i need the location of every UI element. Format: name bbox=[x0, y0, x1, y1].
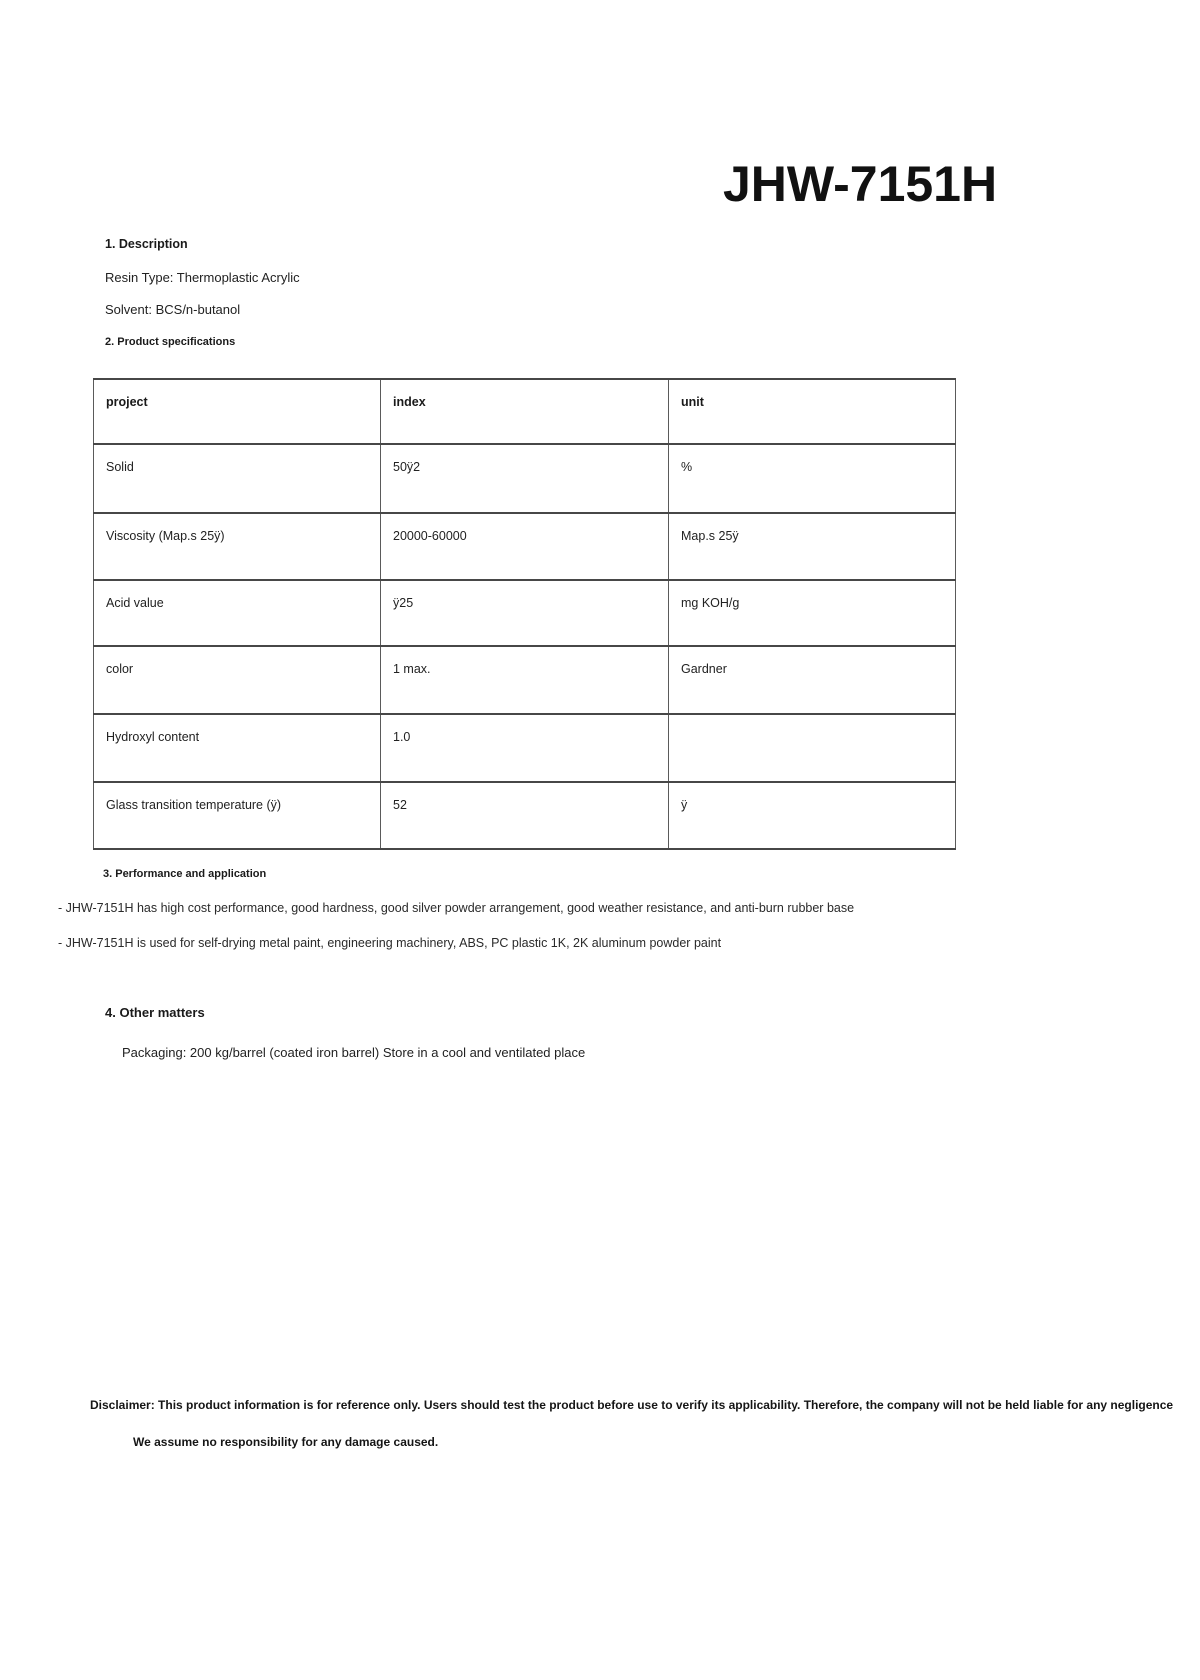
table-row bbox=[94, 646, 956, 714]
cell-project: Acid value bbox=[94, 580, 381, 646]
performance-bullet: - JHW-7151H has high cost performance, good hardness, good silver powder arrangement, good weather resistance, and anti-burn rubber base bbox=[58, 901, 855, 915]
cell-index: ÿ25 bbox=[381, 580, 669, 646]
cell-unit: Gardner bbox=[669, 646, 956, 714]
cell-project: color bbox=[94, 646, 381, 714]
table-row bbox=[94, 444, 956, 513]
disclaimer-line-2: We assume no responsibility for any damage caused. bbox=[133, 1435, 439, 1449]
header-project: project bbox=[94, 379, 381, 444]
cell-index: 50ÿ2 bbox=[381, 444, 669, 513]
table-row bbox=[94, 580, 956, 646]
table-row bbox=[94, 782, 956, 849]
cell-project: Solid bbox=[94, 444, 381, 513]
table-row bbox=[94, 714, 956, 782]
cell-unit: mg KOH/g bbox=[669, 580, 956, 646]
spec-table bbox=[93, 378, 956, 850]
header-index: index bbox=[381, 379, 669, 444]
cell-unit: Map.s 25ÿ bbox=[669, 513, 956, 580]
disclaimer-line-1: Disclaimer: This product information is for reference only. Users should test the product before use to verify its applicability. Therefore, the company will not be held liable for any negligence bbox=[90, 1398, 1174, 1412]
packaging-line: Packaging: 200 kg/barrel (coated iron barrel) Store in a cool and ventilated place bbox=[122, 1045, 586, 1060]
spec-table-header-row bbox=[94, 379, 956, 444]
table-row bbox=[94, 513, 956, 580]
cell-project: Glass transition temperature (ÿ) bbox=[94, 782, 381, 849]
resin-type-line: Resin Type: Thermoplastic Acrylic bbox=[105, 270, 300, 285]
cell-project: Viscosity (Map.s 25ÿ) bbox=[94, 513, 381, 580]
solvent-line: Solvent: BCS/n-butanol bbox=[105, 302, 241, 317]
header-unit: unit bbox=[669, 379, 956, 444]
page-title: JHW-7151H bbox=[723, 156, 998, 212]
section-4-heading: 4. Other matters bbox=[105, 1005, 205, 1020]
section-2-heading: 2. Product specifications bbox=[105, 336, 236, 348]
cell-index: 52 bbox=[381, 782, 669, 849]
cell-unit: % bbox=[669, 444, 956, 513]
cell-index: 1 max. bbox=[381, 646, 669, 714]
performance-bullet: - JHW-7151H is used for self-drying metal paint, engineering machinery, ABS, PC plastic 1K, 2K aluminum powder paint bbox=[58, 936, 722, 950]
section-3-heading: 3. Performance and application bbox=[103, 868, 267, 880]
cell-index: 20000-60000 bbox=[381, 513, 669, 580]
cell-index: 1.0 bbox=[381, 714, 669, 782]
section-1-heading: 1. Description bbox=[105, 237, 188, 251]
cell-project: Hydroxyl content bbox=[94, 714, 381, 782]
cell-unit: ÿ bbox=[669, 782, 956, 849]
cell-unit bbox=[669, 714, 956, 782]
